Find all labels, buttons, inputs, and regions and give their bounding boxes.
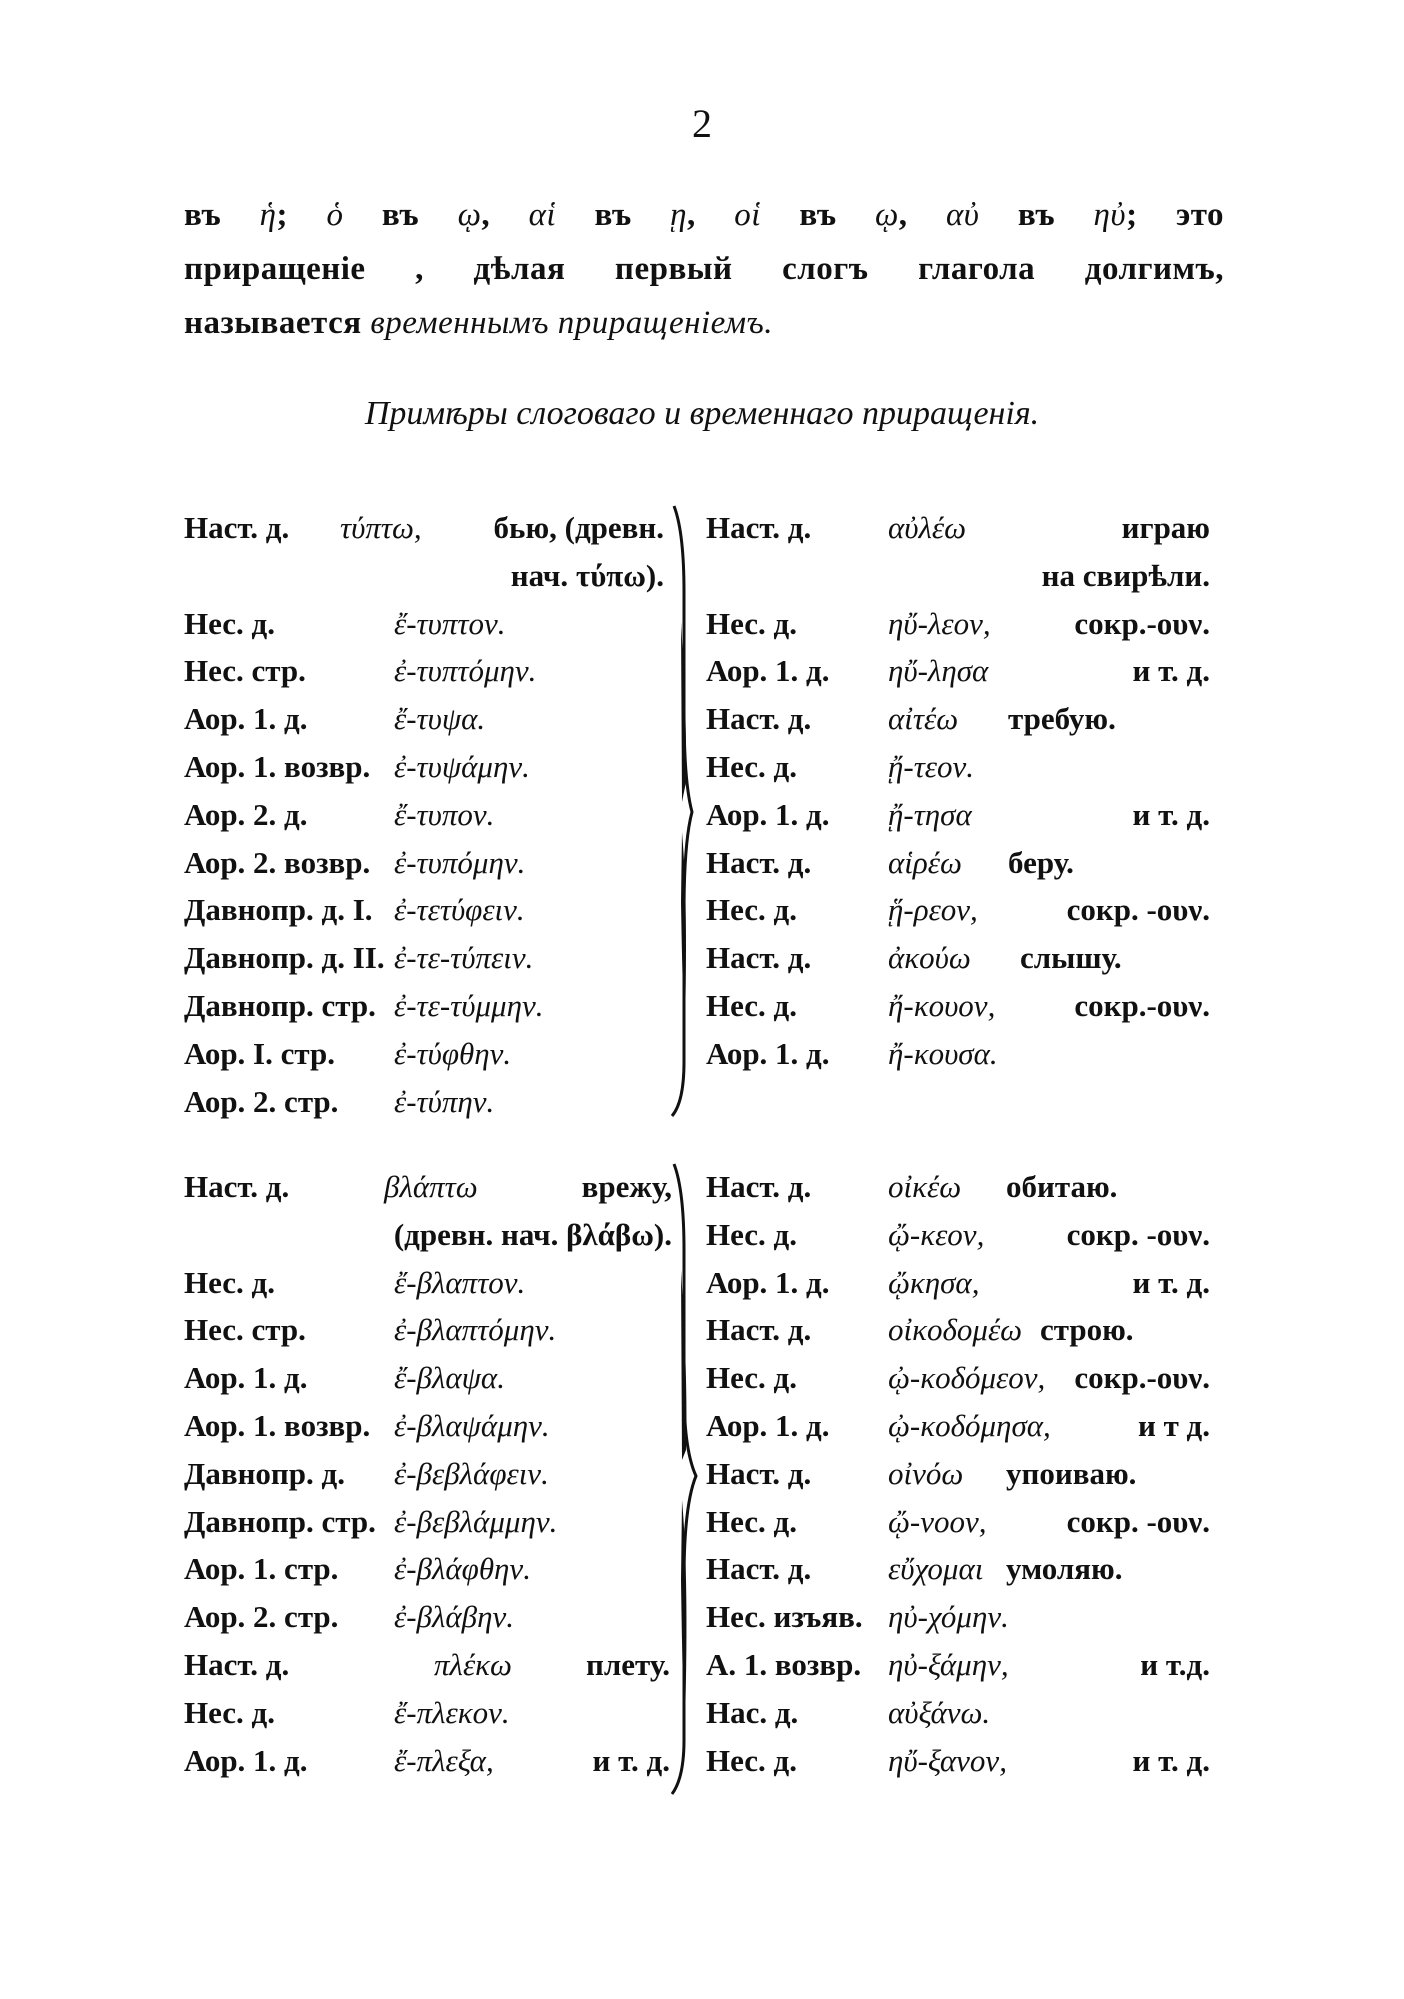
intro-paragraph <box>184 188 1224 350</box>
gloss: сокр.-ουν. <box>1074 605 1210 641</box>
table-row <box>184 1641 684 1689</box>
greek-form: ἤ-κουον, <box>888 987 996 1023</box>
section-heading: Примѣры слоговаго и временнаго приращенія. <box>364 395 1040 432</box>
table-row <box>184 886 684 934</box>
gloss: и т д. <box>1137 1407 1210 1443</box>
greek-form: ἐ-τυψάμην. <box>394 748 530 784</box>
table-row <box>706 1306 1210 1354</box>
tense-label: А. 1. возвр. <box>706 1646 862 1682</box>
table1-left-column <box>184 504 684 1125</box>
greek-form: πλέκω <box>434 1646 512 1682</box>
table-row <box>706 1402 1210 1450</box>
gloss: умоляю. <box>1006 1551 1123 1587</box>
gloss: сокр.-ουν. <box>1074 987 1210 1023</box>
gloss: сокр. -ουν. <box>1066 1503 1210 1539</box>
table-row <box>706 1689 1210 1737</box>
tense-label: Нес. д. <box>706 1742 797 1778</box>
greek-form: ἔ-τυπον. <box>394 796 495 832</box>
table-row <box>184 1737 684 1785</box>
gloss: и т. д. <box>1132 1264 1210 1300</box>
tense-label: Нес. д. <box>706 605 797 641</box>
table-row <box>706 504 1210 552</box>
tense-label: Наст. д. <box>706 701 812 737</box>
table-row <box>184 1078 684 1126</box>
gloss: играю <box>1121 510 1210 545</box>
greek-form: αἰτέω <box>888 701 959 737</box>
table-row <box>184 934 684 982</box>
greek-form: οἰνόω <box>888 1455 964 1491</box>
greek-form: ᾠ-κοδόμεον, <box>888 1360 1046 1396</box>
tense-label: Наст. д. <box>184 1646 290 1682</box>
gloss: и т. д. <box>1132 653 1210 689</box>
tense-label: Нес. д. <box>706 1503 797 1539</box>
greek-form: βλάπτω <box>384 1169 478 1204</box>
tense-label: Аор. I. стр. <box>184 1035 335 1071</box>
table-row <box>184 647 684 695</box>
gloss: врежу, <box>581 1169 672 1204</box>
intro-line-1: въ ἡ; ὁ въ ῳ, αἱ въ ῃ, οἱ въ ῳ, αὐ въ ηὐ; это <box>184 197 1225 233</box>
table-row <box>706 1211 1210 1259</box>
greek-form: ἐ-τυπόμην. <box>394 844 526 880</box>
tense-label: Нес. д. <box>706 987 797 1023</box>
tense-label: Аор. 1. д. <box>184 1742 308 1778</box>
greek-form: οἰκέω <box>888 1169 962 1204</box>
greek-form: ἐ-τυπτόμην. <box>394 653 537 689</box>
table-row <box>706 600 1210 648</box>
table-row <box>184 552 684 600</box>
table1-right-column <box>706 504 1210 1078</box>
tense-label: Наст. д. <box>706 940 812 976</box>
tense-label: Нес. д. <box>706 748 797 784</box>
greek-form: ἐ-βλάφθην. <box>394 1551 531 1587</box>
tense-label: Наст. д. <box>706 510 812 545</box>
greek-form: ἀκούω <box>888 940 971 976</box>
gloss: требую. <box>1008 701 1116 737</box>
greek-form: οἰκοδομέω <box>888 1312 1023 1348</box>
greek-form: ηὔ-λεον, <box>888 605 991 641</box>
greek-form: αἱρέω <box>888 844 962 880</box>
tense-label: Аор. 1. стр. <box>184 1551 339 1587</box>
table-row <box>184 1354 684 1402</box>
gloss: строю. <box>1040 1312 1134 1348</box>
tense-label: Аор. 2. возвр. <box>184 844 371 880</box>
greek-form: ᾤκησα, <box>888 1264 980 1300</box>
tense-label: Нес. д. <box>706 1216 797 1252</box>
table2-brace <box>668 1160 708 1800</box>
tense-label: Нес. изъяв. <box>706 1599 863 1635</box>
gloss: и т. д. <box>1132 1742 1210 1778</box>
table-row <box>184 982 684 1030</box>
tense-label: Нес. д. <box>706 892 797 928</box>
greek-form: ἐ-βλάβην. <box>394 1599 515 1635</box>
intro-line-3: называется временнымъ приращеніемъ. <box>184 305 773 341</box>
table-row <box>706 982 1210 1030</box>
tense-label: Наст. д. <box>706 1455 812 1491</box>
tense-label: Давнопр. стр. <box>184 987 376 1023</box>
table-row <box>706 1498 1210 1546</box>
tense-label: Нас. д. <box>706 1694 799 1730</box>
tense-label: Аор. 1. д. <box>706 653 830 689</box>
tense-label: Нес. д. <box>184 1264 275 1300</box>
tense-label: Аор. 1. возвр. <box>184 1407 371 1443</box>
table-row <box>184 1498 684 1546</box>
tense-label: Наст. д. <box>706 844 812 880</box>
table-row <box>184 1450 684 1498</box>
greek-form: ηὐ-ξάμην, <box>888 1646 1009 1682</box>
greek-form: ἔ-βλαψα. <box>394 1360 505 1396</box>
table1-brace <box>668 502 708 1122</box>
greek-form: ηὔ-ξανον, <box>888 1742 1007 1778</box>
greek-form: ηὔ-λησα <box>888 653 989 689</box>
gloss: (древн. нач. βλάβω). <box>393 1216 672 1252</box>
tense-label: Наст. д. <box>706 1169 812 1204</box>
gloss: беру. <box>1008 844 1074 880</box>
greek-form: ἐ-τύφθην. <box>394 1035 512 1071</box>
greek-form: ἔ-πλεξα, <box>394 1742 494 1778</box>
tense-label: Нес. д. <box>184 605 275 641</box>
gloss: и т.д. <box>1140 1646 1210 1682</box>
greek-form: αὐλέω <box>888 510 967 545</box>
table-row <box>706 1354 1210 1402</box>
table-row <box>184 504 684 552</box>
greek-form: ἐ-βεβλάφειν. <box>394 1455 549 1491</box>
table-row <box>184 695 684 743</box>
greek-form: ἔ-πλεκον. <box>394 1694 510 1730</box>
tense-label: Наст. д. <box>184 510 290 545</box>
gloss: сокр. -ουν. <box>1066 1216 1210 1252</box>
tense-label: Наст. д. <box>706 1312 812 1348</box>
tense-label: Нес. стр. <box>184 653 306 689</box>
greek-form: ἤ-κουσα. <box>888 1035 998 1071</box>
greek-form: ἐ-βεβλάμμην. <box>394 1503 558 1539</box>
term-temporal-augment: временнымъ приращеніемъ. <box>370 305 773 341</box>
gloss: плету. <box>586 1646 670 1682</box>
greek-form: ἔ-τυψα. <box>394 701 486 737</box>
tense-label: Давнопр. д. I. <box>184 892 373 928</box>
greek-form: ἐ-βλαψάμην. <box>394 1407 550 1443</box>
table-row <box>706 791 1210 839</box>
tense-label: Нес. стр. <box>184 1312 306 1348</box>
greek-form: ᾤ-νοον, <box>888 1503 987 1539</box>
table-row <box>184 1211 684 1259</box>
table-row <box>706 1030 1210 1078</box>
tense-label: Нес. д. <box>184 1694 275 1730</box>
table2-left-column <box>184 1163 684 1784</box>
tense-label: Давнопр. д. <box>184 1455 345 1491</box>
greek-form: ηὐ-χόμην. <box>888 1599 1009 1635</box>
greek-form: ἐ-τετύφειν. <box>394 892 525 928</box>
table-row <box>706 552 1210 600</box>
tense-label: Аор. 1. д. <box>706 1407 830 1443</box>
tense-label: Нес. д. <box>706 1360 797 1396</box>
gloss: слышу. <box>1020 940 1122 976</box>
gloss: сокр. -ουν. <box>1066 892 1210 928</box>
greek-form: ᾔ-τησα <box>888 796 972 832</box>
greek-form: ᾤ-κεον, <box>888 1216 985 1252</box>
table-row <box>706 1545 1210 1593</box>
table2-right-column <box>706 1163 1210 1784</box>
greek-form: ἐ-τε-τύπειν. <box>394 940 534 976</box>
page-number: 2 <box>692 101 712 146</box>
table-row <box>706 743 1210 791</box>
tense-label: Наст. д. <box>706 1551 812 1587</box>
table-row <box>184 1259 684 1307</box>
table-row <box>706 1259 1210 1307</box>
greek-form: ἐ-τε-τύμμην. <box>394 987 544 1023</box>
gloss: на свирѣли. <box>1041 557 1210 593</box>
table-row <box>706 839 1210 887</box>
tense-label: Давнопр. д. II. <box>184 940 385 976</box>
gloss: обитаю. <box>1006 1169 1118 1204</box>
greek-form: ᾔ-τεον. <box>888 748 975 784</box>
table-row <box>184 1593 684 1641</box>
tense-label: Аор. 2. д. <box>184 796 308 832</box>
tense-label: Аор. 1. д. <box>184 1360 308 1396</box>
gloss: сокр.-ουν. <box>1074 1360 1210 1396</box>
table-row <box>184 743 684 791</box>
greek-form: ἔ-τυπτον. <box>394 605 506 641</box>
table-row <box>184 839 684 887</box>
tense-label: Давнопр. стр. <box>184 1503 376 1539</box>
greek-form: ᾕ-ρεον, <box>888 892 978 928</box>
gloss: нач. τύπω). <box>510 557 664 593</box>
tense-label: Аор. 1. д. <box>184 701 308 737</box>
table-row <box>706 1593 1210 1641</box>
tense-label: Аор. 1. возвр. <box>184 748 371 784</box>
tense-label: Наст. д. <box>184 1169 290 1204</box>
tense-label: Аор. 1. д. <box>706 1035 830 1071</box>
table-row <box>184 1030 684 1078</box>
table-row <box>184 791 684 839</box>
table-row <box>706 886 1210 934</box>
greek-form: εὔχομαι <box>888 1551 984 1587</box>
table-row <box>184 1545 684 1593</box>
table-row <box>706 695 1210 743</box>
intro-line-2: приращеніе , дѣлая первый слогъ глагола долгимъ, <box>184 251 1224 287</box>
gloss: упоиваю. <box>1006 1455 1137 1491</box>
table-row <box>184 1306 684 1354</box>
table-row <box>706 1641 1210 1689</box>
greek-form: ἐ-τύπην. <box>394 1083 495 1119</box>
table-row <box>706 647 1210 695</box>
table-row <box>706 934 1210 982</box>
greek-form: αὐξάνω. <box>888 1694 991 1730</box>
greek-form: τύπτω, <box>340 510 422 545</box>
table-row <box>706 1163 1210 1211</box>
table-row <box>184 1689 684 1737</box>
tense-label: Аор. 1. д. <box>706 796 830 832</box>
greek-form: ἔ-βλαπτον. <box>394 1264 526 1300</box>
greek-form: ᾠ-κοδόμησα, <box>888 1407 1051 1443</box>
gloss: и т. д. <box>1132 796 1210 832</box>
gloss: бью, (древн. <box>493 510 664 545</box>
greek-form: ἐ-βλαπτόμην. <box>394 1312 557 1348</box>
tense-label: Аор. 2. стр. <box>184 1083 339 1119</box>
table-row <box>184 600 684 648</box>
table-row <box>184 1163 684 1211</box>
gloss: и т. д. <box>592 1742 670 1778</box>
table-row <box>184 1402 684 1450</box>
table-row <box>706 1450 1210 1498</box>
tense-label: Аор. 2. стр. <box>184 1599 339 1635</box>
tense-label: Аор. 1. д. <box>706 1264 830 1300</box>
table-row <box>706 1737 1210 1785</box>
